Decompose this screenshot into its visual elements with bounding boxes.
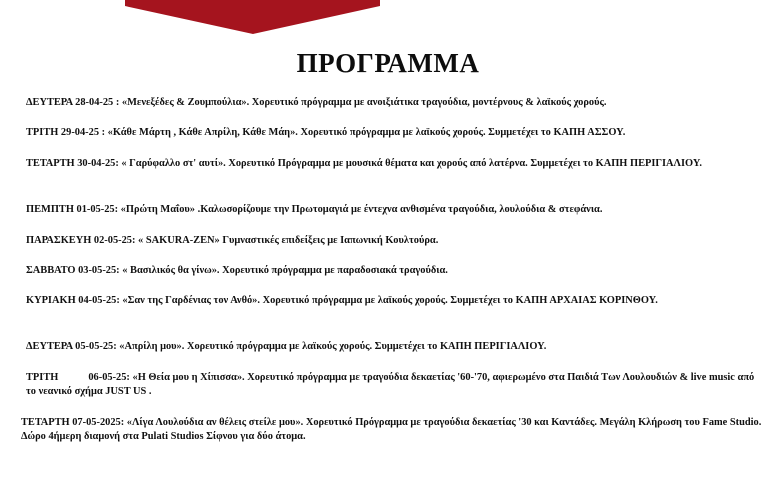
schedule-entry-tue-29 bbox=[26, 126, 762, 140]
schedule-entry-sat-03 bbox=[26, 264, 762, 278]
schedule-entry-fri-02 bbox=[26, 234, 762, 248]
header-banner bbox=[125, 0, 380, 34]
entry-text: ΤΕΤΑΡΤΗ 07-05-2025: «Λίγα Λουλούδια αν θέλεις στείλε μου». Χορευτικό Πρόγραμμα με τραγούδια δεκαετίας '30 και Καντάδες. Μεγάλη Κλήρωση του Fame Studio. Δώρο 4ήμερη διαμονή στα Pulati Studios Σίφνου για δύο άτομα. bbox=[21, 417, 762, 442]
schedule-entry-mon-05 bbox=[26, 340, 762, 354]
schedule-entry-thu-01 bbox=[26, 203, 762, 217]
entry-text: ΚΥΡΙΑΚΗ 04-05-25: «Σαν της Γαρδένιας τον Ανθό». Χορευτικό πρόγραμμα με λαϊκούς χορούς. Συμμετέχει το ΚΑΠΗ ΑΡΧΑΙΑΣ ΚΟΡΙΝΘΟΥ. bbox=[26, 295, 658, 306]
schedule-entry-tue-06 bbox=[26, 371, 762, 398]
schedule-entry-mon-28 bbox=[26, 96, 762, 110]
schedule-entry-sun-04 bbox=[26, 294, 762, 308]
schedule-entry-wed-30 bbox=[26, 157, 762, 171]
page-title: ΠΡΟΓΡΑΜΜΑ bbox=[296, 48, 480, 78]
entry-text: ΤΕΤΑΡΤΗ 30-04-25: « Γαρύφαλλο στ' αυτί». Χορευτικό Πρόγραμμα με μουσικά θέματα και χορούς από λατέρνα. Συμμετέχει το ΚΑΠΗ ΠΕΡΙΓΙΑΛΙΟΥ. bbox=[26, 158, 703, 169]
entry-text: 06-05-25: «Η Θεία μου η Χίπισσα». Χορευτικό πρόγραμμα με τραγούδια δεκαετίας '60-'70, αφιερωμένο στα Παιδιά Των Λουλουδιών & live music από το νεανικό σχήμα JUST US . bbox=[26, 372, 755, 397]
entry-text: ΣΑΒΒΑΤΟ 03-05-25: « Βασιλικός θα γίνω». Χορευτικό πρόγραμμα με παραδοσιακά τραγούδια. bbox=[26, 265, 448, 276]
schedule-entry-wed-07 bbox=[21, 416, 766, 443]
entry-text: ΔΕΥΤΕΡΑ 28-04-25 : «Μενεξέδες & Ζουμπούλια». Χορευτικό πρόγραμμα με ανοιξιάτικα τραγούδια, μοντέρνους & λαϊκούς χορούς. bbox=[26, 97, 607, 108]
banner-shape bbox=[125, 0, 380, 34]
entry-day: ΤΡΙΤΗ bbox=[26, 372, 59, 383]
entry-text: ΤΡΙΤΗ 29-04-25 : «Κάθε Μάρτη , Κάθε Απρίλη, Κάθε Μάη». Χορευτικό πρόγραμμα με λαϊκούς χορούς. Συμμετέχει το ΚΑΠΗ ΑΣΣΟΥ. bbox=[26, 127, 626, 138]
entry-text: ΠΑΡΑΣΚΕΥΗ 02-05-25: « SAKURA-ZEN» Γυμναστικές επιδείξεις με Ιαπωνική Κουλτούρα. bbox=[26, 235, 439, 246]
entry-text: ΔΕΥΤΕΡΑ 05-05-25: «Απρίλη μου». Χορευτικό πρόγραμμα με λαϊκούς χορούς. Συμμετέχει το ΚΑΠΗ ΠΕΡΙΓΙΑΛΙΟΥ. bbox=[26, 341, 547, 352]
entry-text: ΠΕΜΠΤΗ 01-05-25: «Πρώτη Μαΐου» .Καλωσορίζουμε την Πρωτομαγιά με έντεχνα ανθισμένα τραγούδια, λουλούδια & στεφάνια. bbox=[26, 204, 603, 215]
